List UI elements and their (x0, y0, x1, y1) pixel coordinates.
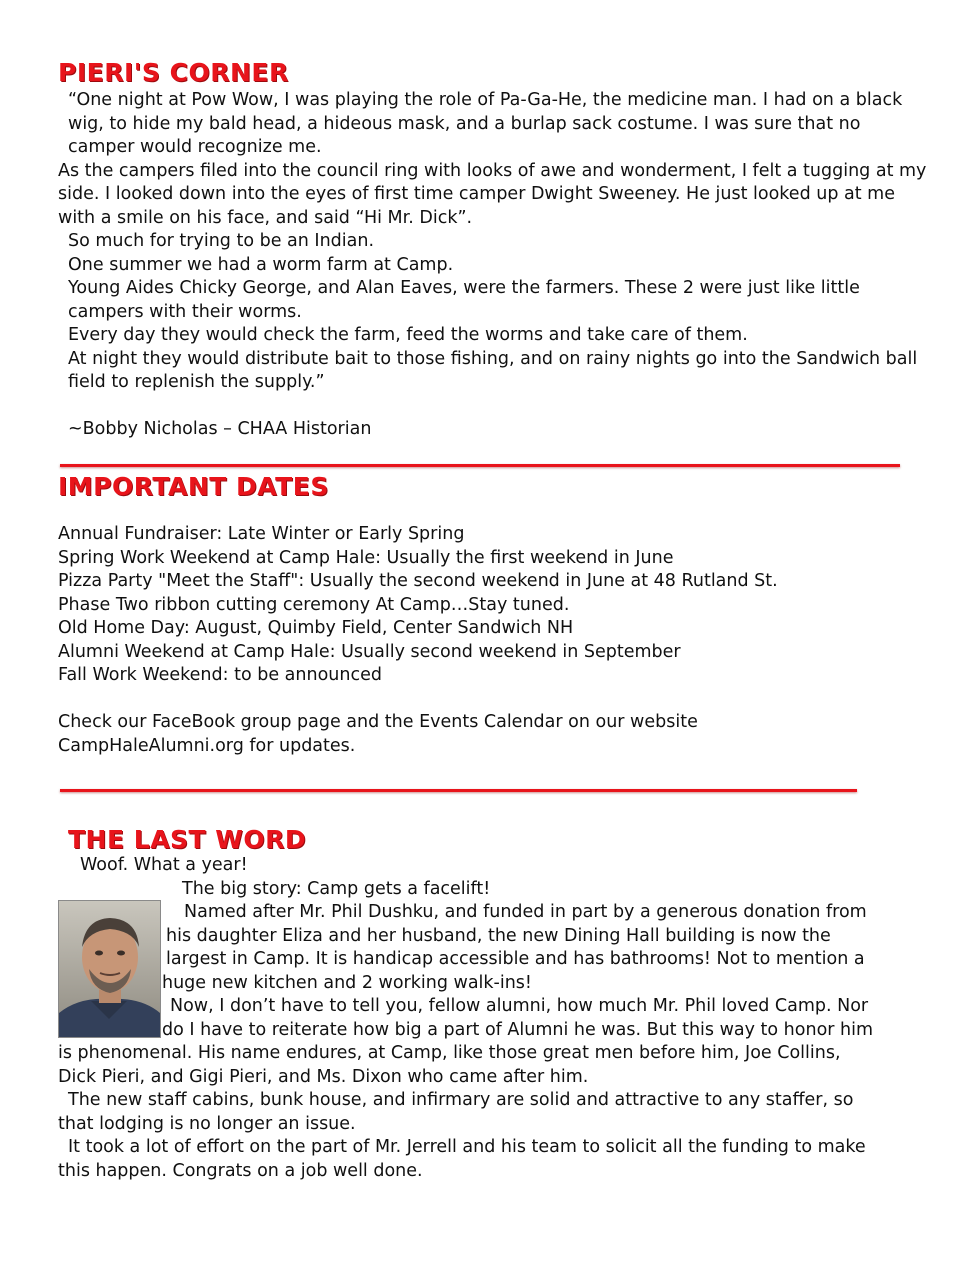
important-dates-heading: IMPORTANT DATES (58, 472, 329, 501)
last-word-line: It took a lot of effort on the part of Mr. Jerrell and his team to solicit all the funding to make (68, 1137, 866, 1157)
updates-note: Check our FaceBook group page and the Events Calendar on our website CampHaleAlumni.org for updates. (58, 712, 698, 756)
last-word-line: that lodging is no longer an issue. (58, 1114, 356, 1134)
pieris-paragraph: “One night at Pow Wow, I was playing the role of Pa-Ga-He, the medicine man. I had on a black wig, to hide my bald head, a hideous mask, and a burlap sack costume. I was sure that no camper would recognize me. (68, 90, 903, 157)
pieris-paragraph: As the campers filed into the council ring with looks of awe and wonderment, I felt a tugging at my side. I looked down into the eyes of first time camper Dwight Sweeney. He just looked up at me with a smile on his face, and said “Hi Mr. Dick”. (58, 160, 927, 228)
section-divider (60, 789, 857, 792)
last-word-line: do I have to reiterate how big a part of Alumni he was. But this way to honor him (162, 1020, 874, 1040)
date-item: Fall Work Weekend: to be announced (58, 665, 382, 685)
pieris-corner-body (58, 89, 928, 442)
important-dates-list (58, 523, 928, 758)
pieris-paragraph: At night they would distribute bait to those fishing, and on rainy nights go into the Sandwich ball field to replenish the supply.” (68, 348, 918, 392)
date-item: Alumni Weekend at Camp Hale: Usually second weekend in September (58, 641, 681, 662)
date-item: Phase Two ribbon cutting ceremony At Camp…Stay tuned. (58, 594, 570, 615)
author-photo (58, 900, 161, 1038)
last-word-line: The big story: Camp gets a facelift! (182, 879, 491, 899)
pieris-paragraph: One summer we had a worm farm at Camp. (68, 254, 454, 275)
last-word-line: huge new kitchen and 2 working walk-ins! (162, 973, 532, 993)
last-word-line: is phenomenal. His name endures, at Camp, like those great men before him, Joe Collins, (58, 1043, 841, 1063)
last-word-line: Dick Pieri, and Gigi Pieri, and Ms. Dixon who came after him. (58, 1067, 589, 1087)
last-word-line: The new staff cabins, bunk house, and infirmary are solid and attractive to any staffer, so (68, 1090, 854, 1110)
author-portrait-image (59, 901, 160, 1037)
date-item: Old Home Day: August, Quimby Field, Center Sandwich NH (58, 618, 574, 638)
pieris-paragraph: Every day they would check the farm, feed the worms and take care of them. (68, 325, 748, 345)
last-word-line: Woof. What a year! (80, 855, 248, 875)
last-word-line: his daughter Eliza and her husband, the new Dining Hall building is now the (166, 926, 831, 946)
pieris-paragraph: So much for trying to be an Indian. (68, 231, 375, 251)
date-item: Annual Fundraiser: Late Winter or Early Spring (58, 524, 465, 544)
date-item: Spring Work Weekend at Camp Hale: Usually the first weekend in June (58, 547, 674, 568)
last-word-line: Now, I don’t have to tell you, fellow alumni, how much Mr. Phil loved Camp. Nor (170, 996, 869, 1016)
section-divider (60, 464, 900, 467)
historian-signature: ~Bobby Nicholas – CHAA Historian (68, 419, 372, 439)
last-word-line: Named after Mr. Phil Dushku, and funded in part by a generous donation from (184, 902, 867, 922)
date-item: Pizza Party "Meet the Staff": Usually the second weekend in June at 48 Rutland St. (58, 571, 778, 591)
pieris-paragraph: Young Aides Chicky George, and Alan Eaves, were the farmers. These 2 were just like little campers with their worms. (68, 278, 860, 322)
last-word-heading: THE LAST WORD (68, 825, 307, 854)
last-word-line: this happen. Congrats on a job well done. (58, 1161, 423, 1181)
last-word-line: largest in Camp. It is handicap accessible and has bathrooms! Not to mention a (166, 949, 865, 969)
pieris-corner-heading: PIERI'S CORNER (58, 58, 289, 87)
